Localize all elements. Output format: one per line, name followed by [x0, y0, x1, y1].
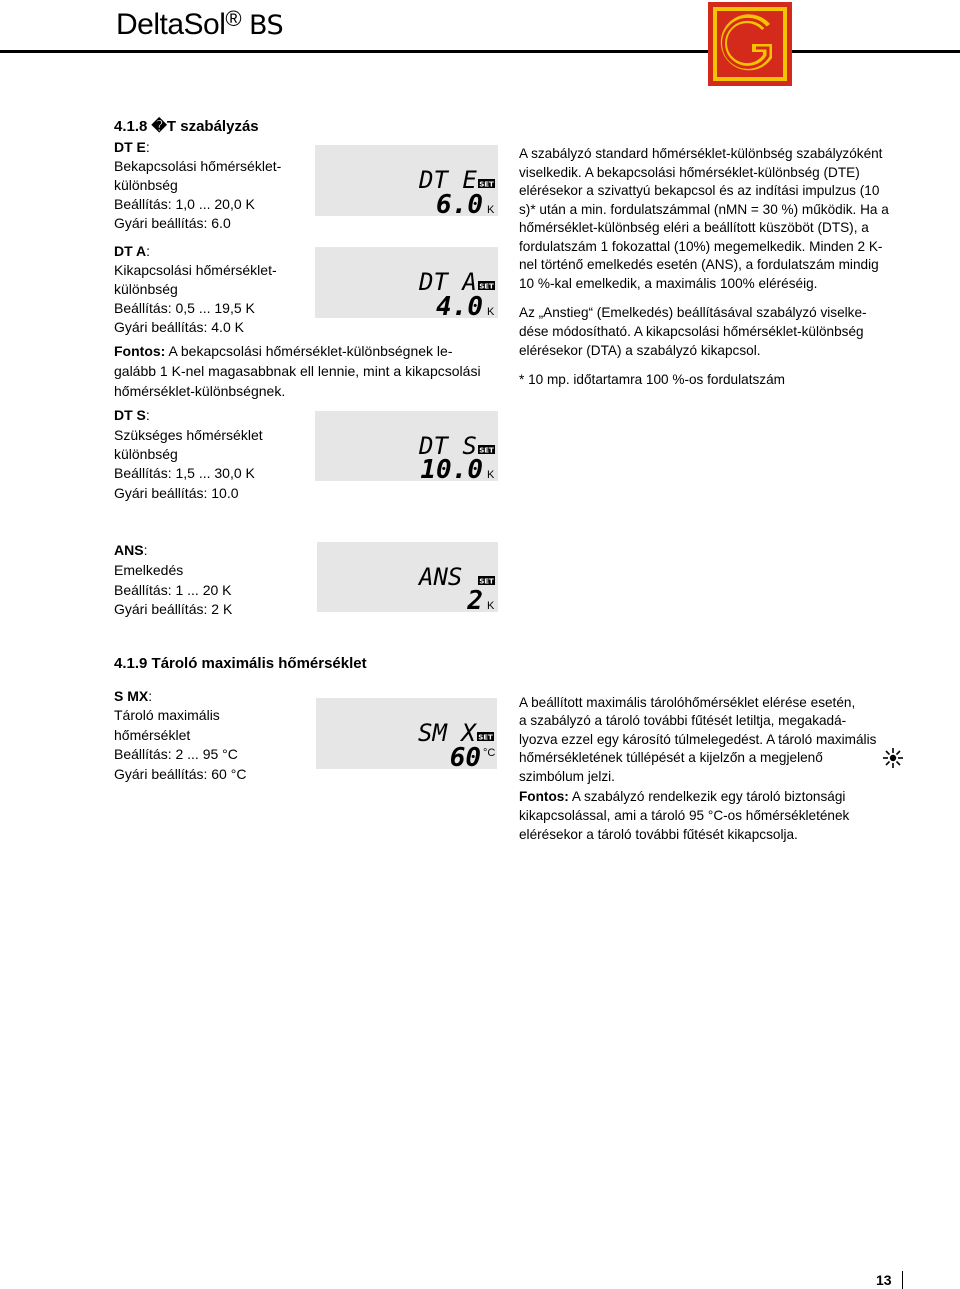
dte-line: Beállítás: 1,0 ... 20,0 K [114, 196, 255, 212]
right-paragraph-line: hőmérséklet-különbség eléri a beállított küszöböt (DTS), a [519, 220, 869, 235]
lcd-display-dts [315, 411, 498, 481]
note-line: Fontos: A bekapcsolási hőmérséklet-különbségnek le- [114, 343, 453, 359]
brand-title: DeltaSol® BS [116, 6, 284, 41]
lcd-display-ans [317, 542, 498, 612]
lcd-code: DT A [419, 268, 477, 296]
lcd-value: 6.0 [436, 190, 483, 216]
right-paragraph-line: elérésekor (DTA) a szabályzó kikapcsol. [519, 343, 761, 358]
ans-line: Gyári beállítás: 2 K [114, 601, 233, 617]
ans-line: Beállítás: 1 ... 20 K [114, 582, 232, 598]
smx-line: hőmérséklet [114, 727, 191, 743]
right-paragraph-line: 10 %-kal emelkedik, a maximális 100% eléréséig. [519, 276, 818, 291]
ans-line: Emelkedés [114, 562, 184, 578]
sun-symbol-icon [882, 747, 904, 769]
param-smx: S MX: [114, 688, 153, 704]
right-paragraph-line: fordulatszám 1 fokozattal (10%) megemelkedik. Minden 2 K- [519, 239, 883, 254]
dts-line: különbség [114, 446, 178, 462]
footnote: * 10 mp. időtartamra 100 %-os fordulatszám [519, 372, 785, 387]
company-g-logo-icon [708, 2, 792, 86]
dta-line: Beállítás: 0,5 ... 19,5 K [114, 300, 255, 316]
lcd-code: SM X [418, 719, 476, 747]
smx-line: Tároló maximális [114, 707, 220, 723]
lcd-unit: K [487, 204, 495, 216]
smx-line: Beállítás: 2 ... 95 °C [114, 746, 238, 762]
lcd-display-dta [315, 247, 498, 318]
lcd-set-badge: SET [478, 733, 493, 742]
dts-line: Szükséges hőmérséklet [114, 427, 263, 443]
lcd-code: DT S [419, 432, 477, 460]
param-dts: DT S: [114, 407, 150, 423]
lcd-code: DT E [419, 166, 477, 194]
lcd-unit: K [487, 600, 495, 612]
right-paragraph-line: A beállított maximális tárolóhőmérséklet elérése esetén, [519, 695, 856, 710]
section-heading-419: 4.1.9 Tároló maximális hőmérséklet [114, 655, 367, 672]
lcd-value: 2 [467, 586, 483, 612]
section-heading-418: 4.1.8 �T szabályzás [114, 118, 259, 135]
right-paragraph-line: hőmérsékletének túllépését a kijelzőn a megjelenő [519, 750, 823, 765]
note-line: galább 1 K-nel magasabbnak ell lennie, mint a kikapcsolási [114, 363, 481, 379]
page-number-rule [902, 1271, 903, 1289]
lcd-unit: °C [483, 747, 496, 759]
lcd-set-badge: SET [479, 577, 494, 586]
lcd-unit: K [487, 469, 495, 481]
dta-line: Gyári beállítás: 4.0 K [114, 319, 244, 335]
right-paragraph-line: elérésekor a szivattyú bekapcsol és az indítási impulzus (10 [519, 183, 880, 198]
note-line: elérésekor a tároló további fűtését kikapcsolja. [519, 827, 798, 842]
right-paragraph-line: nel történő emelkedés esetén (ANS), a fordulatszám mindig [519, 257, 879, 272]
lcd-value: 4.0 [436, 292, 483, 318]
dte-line: Bekapcsolási hőmérséklet- [114, 158, 282, 174]
lcd-display-smx [316, 698, 497, 769]
right-paragraph-line: viselkedik. A bekapcsolási hőmérséklet-különbség (DTE) [519, 165, 860, 180]
dte-line: Gyári beállítás: 6.0 [114, 215, 231, 231]
page-number: 13 [876, 1272, 892, 1288]
param-ans: ANS: [114, 542, 148, 558]
right-paragraph-line: s)* után a min. fordulatszámmal (nMN = 30 %) működik. Ha a [519, 202, 889, 217]
lcd-value: 60 [449, 743, 481, 769]
note-line: kikapcsolással, ami a tároló 95 °C-os hőmérsékletének [519, 808, 850, 823]
dte-line: különbség [114, 177, 178, 193]
note-line: Fontos: A szabályzó rendelkezik egy tároló biztonsági [519, 789, 846, 804]
param-dta: DT A: [114, 243, 151, 259]
lcd-value: 10.0 [420, 455, 483, 481]
lcd-unit: K [487, 306, 495, 318]
right-paragraph-line: A szabályzó standard hőmérséklet-különbség szabályzóként [519, 146, 883, 161]
lcd-display-dte [315, 145, 498, 216]
param-dte: DT E: [114, 139, 150, 155]
note-line: hőmérséklet-különbségnek. [114, 383, 286, 399]
dts-line: Beállítás: 1,5 ... 30,0 K [114, 465, 255, 481]
lcd-set-badge: SET [479, 180, 494, 189]
header-rule [0, 50, 960, 53]
right-paragraph-line: lyozva ezzel egy károsító túlmelegedést. A tároló maximális [519, 732, 877, 747]
dts-line: Gyári beállítás: 10.0 [114, 485, 239, 501]
smx-line: Gyári beállítás: 60 °C [114, 766, 247, 782]
dta-line: Kikapcsolási hőmérséklet- [114, 262, 277, 278]
lcd-set-badge: SET [479, 446, 494, 455]
right-paragraph-line: szimbólum jelzi. [519, 769, 615, 784]
lcd-code: ANS [419, 563, 463, 591]
right-paragraph-line: a szabályzó a tároló további fűtését letiltja, megakadá- [519, 713, 847, 728]
right-paragraph-line: Az „Anstieg“ (Emelkedés) beállításával szabályzó viselke- [519, 305, 867, 320]
right-paragraph-line: dése módosítható. A kikapcsolási hőmérséklet-különbség [519, 324, 864, 339]
dta-line: különbség [114, 281, 178, 297]
lcd-set-badge: SET [479, 282, 494, 291]
